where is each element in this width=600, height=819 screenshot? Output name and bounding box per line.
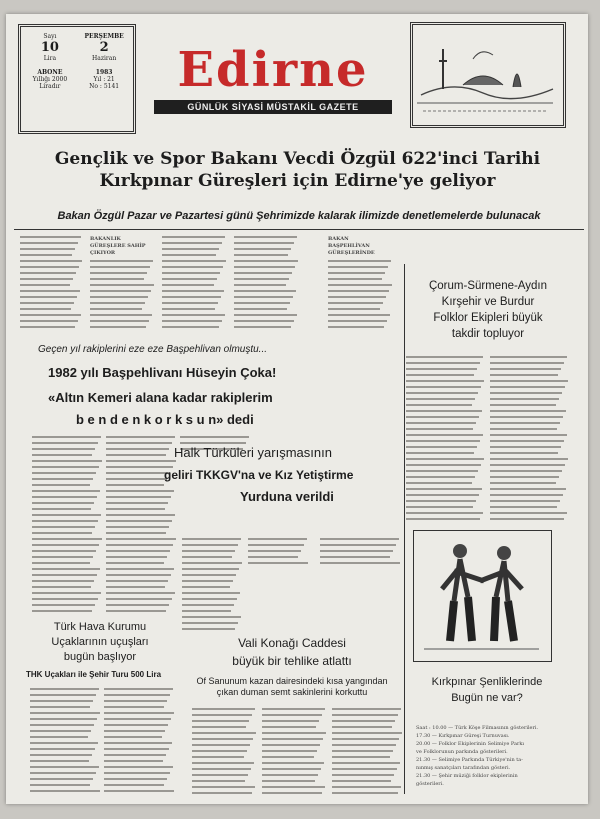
- date-month: Haziran: [92, 55, 117, 62]
- newspaper-logo: Edirne: [177, 42, 369, 98]
- masthead-sketch-image: [410, 22, 566, 128]
- wrestlers-icon: [414, 531, 549, 659]
- senlik-headline: [412, 674, 562, 706]
- vali-column-text: [332, 706, 402, 796]
- lead-subheadline: [14, 210, 584, 222]
- subscription-term: Yıllığı 2000 Liradır: [32, 76, 68, 90]
- senlik-schedule: [416, 724, 556, 788]
- lead-column-text: [328, 258, 392, 334]
- pehlivan-headline-line2: «Altın Kemeri alana kadar rakiplerim: [48, 390, 273, 405]
- turku-headline-line2: geliri TKKGV'na ve Kız Yetiştirme: [164, 468, 354, 482]
- thy-column-text: [30, 686, 100, 796]
- lead-subheadline-part1: Bakan Özgül Pazar ve Pazartesi günü Şehrimizde kalarak ilimizde: [57, 210, 400, 222]
- date-year: 1983: [95, 69, 113, 76]
- schedule-item: 21.30 — Şehir müziği folklor ekiplerinin: [416, 773, 518, 779]
- schedule-item: 20.00 — Folklor Ekiplerinin Selimiye Parkı: [416, 741, 525, 747]
- schedule-item: ve Folklorunun parkında gösterileri.: [416, 749, 508, 755]
- thy-headline-line3: bugün başlıyor: [63, 651, 137, 663]
- pehlivan-kicker: Geçen yıl rakiplerini eze eze Başpehlivan olmuştu...: [38, 344, 268, 355]
- folklor-headline: [402, 278, 574, 342]
- weekday-name: PERŞEMBE: [84, 33, 124, 40]
- schedule-item: nınmış sanatçıları tarafından gösteri.: [416, 765, 511, 771]
- lead-column-text: [162, 234, 226, 334]
- turku-column-text: [320, 536, 400, 566]
- thy-headline: [30, 620, 170, 665]
- main-headline: [20, 148, 575, 192]
- subscription-label: ABONE: [37, 69, 63, 76]
- turku-column-text: [182, 536, 242, 636]
- date-column: [77, 33, 131, 90]
- turku-headline-line3: Yurduna verildi: [240, 489, 334, 504]
- divider: [14, 229, 584, 230]
- senlik-headline-line1: Kırkpınar Şenliklerinde: [431, 676, 543, 688]
- schedule-item: 21.30 — Selimiye Parkında Türkiye'nin ta-: [416, 757, 523, 763]
- landscape-sketch-icon: [413, 25, 557, 119]
- schedule-item: 17.30 — Kırkpınar Güreşi Turnuvası.: [416, 733, 510, 739]
- vali-subheadline: Of Sanunum kazan dairesindeki kısa yangından çıkan duman semt sakinlerini korkuttu: [196, 676, 388, 697]
- wrestlers-photo: [413, 530, 552, 662]
- masthead-info-box: [18, 24, 136, 134]
- main-headline-line1: Gençlik ve Spor Bakanı Vecdi Özgül 622'inci Tarihi: [54, 149, 541, 169]
- turku-column-text: [248, 536, 308, 566]
- thy-subheadline: THK Uçakları ile Şehir Turu 500 Lira: [26, 670, 162, 679]
- folklor-column-text: [490, 354, 568, 524]
- lead-column-text: [90, 258, 154, 334]
- issue-number: No : 5141: [89, 83, 120, 90]
- senlik-headline-line2: Bugün ne var?: [451, 692, 523, 704]
- folklor-headline-line3: Folklor Ekipleri büyük: [433, 312, 543, 324]
- vali-column-text: [262, 706, 326, 796]
- thy-column-text: [104, 686, 174, 796]
- newspaper-tagline: GÜNLÜK SİYASİ MÜSTAKİL GAZETE: [154, 100, 392, 114]
- lead-column-heading-1: BAKANLIK GÜREŞLERE SAHİP ÇIKIYOR: [90, 236, 146, 256]
- column-rule: [404, 264, 405, 794]
- vali-headline-line1: Vali Konağı Caddesi: [238, 636, 346, 650]
- main-headline-line2: Kırkpınar Güreşleri için Edirne'ye geliyor: [99, 171, 496, 191]
- folklor-headline-line4: takdir topluyor: [451, 328, 525, 340]
- pehlivan-column-text: [32, 434, 102, 614]
- lead-subheadline-part2: denetlemelerde bulunacak: [402, 210, 541, 222]
- vali-column-text: [192, 706, 256, 796]
- thy-headline-line1: Türk Hava Kurumu: [53, 621, 147, 633]
- turku-headline: [164, 444, 404, 506]
- lead-column-text: [20, 234, 82, 334]
- lead-column-text: [234, 234, 298, 334]
- volume: Yıl : 21: [93, 76, 115, 83]
- turku-headline-line1: Halk Türküleri yarışmasının: [174, 445, 332, 460]
- pehlivan-headline-line3: b e n d e n k o r k s u n» dedi: [76, 412, 254, 427]
- date-day: 2: [99, 40, 109, 55]
- lead-column-heading-2: BAKAN BAŞPEHLİVAN GÜREŞLERİNDE: [328, 236, 375, 256]
- folklor-headline-line2: Kırşehir ve Burdur: [441, 296, 535, 308]
- vali-headline: [182, 634, 402, 670]
- price-unit: Lira: [43, 55, 57, 62]
- price-value: 10: [40, 40, 59, 55]
- pehlivan-headline-line1: 1982 yılı Başpehlivanı Hüseyin Çoka!: [48, 365, 277, 380]
- price-label: Sayı: [43, 33, 57, 40]
- thy-headline-line2: Uçaklarının uçuşları: [51, 636, 149, 648]
- price-column: [23, 33, 77, 90]
- vali-headline-line2: büyük bir tehlike atlattı: [232, 654, 352, 668]
- folklor-headline-line1: Çorum-Sürmene-Aydın: [428, 280, 548, 292]
- newspaper-page: [6, 14, 588, 804]
- schedule-item: Saat : 10.00 — Türk Köşe Filmasının gösterileri.: [416, 725, 539, 731]
- schedule-item: gösterileri.: [416, 781, 444, 787]
- folklor-column-text: [406, 354, 484, 524]
